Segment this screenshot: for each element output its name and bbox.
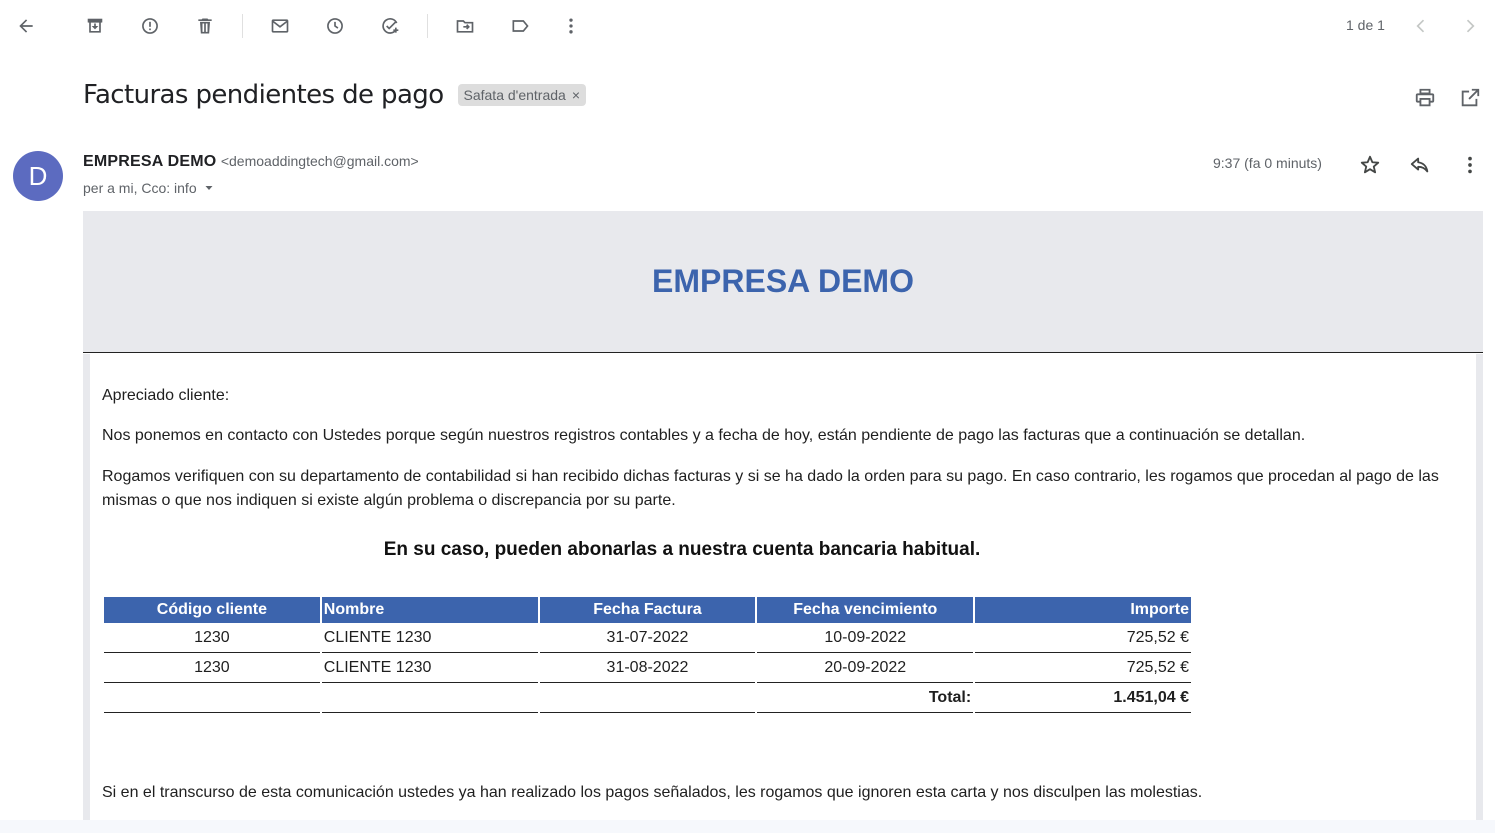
cell-due-date: 10-09-2022 [757,623,973,653]
label-icon [510,16,530,36]
star-button[interactable] [1354,149,1386,181]
subject-row [83,80,586,110]
greeting: Apreciado cliente: [102,387,230,404]
toolbar-divider [242,14,243,38]
mark-unread-button[interactable] [264,10,296,42]
remove-label-button[interactable]: × [571,87,580,103]
table-total-row [104,683,1191,713]
email-banner [83,211,1483,353]
label-text: Safata d'entrada [463,87,566,103]
mark-unread-icon [270,16,290,36]
cell-invoice-date: 31-08-2022 [540,653,756,683]
email-subject: Facturas pendientes de pago [83,80,444,110]
closing-paragraph: Si en el transcurso de esta comunicación ustedes ya han realizado los pagos señalados, les rogamos que ignoren esta carta y nos disculpen las molestias. [102,784,1203,801]
cell-client-code: 1230 [104,653,320,683]
empty-cell [322,683,538,713]
move-to-button[interactable] [449,10,481,42]
col-header: Importe [975,597,1191,623]
more-vert-icon [1459,154,1481,176]
add-task-button[interactable] [374,10,406,42]
message-time: 9:37 (fa 0 minuts) [1213,155,1322,171]
chevron-right-icon [1460,16,1480,36]
recipients-text: per a mi, Cco: info [83,180,197,196]
reply-icon [1409,154,1431,176]
empty-cell [104,683,320,713]
archive-button[interactable] [79,10,111,42]
empty-cell [540,683,756,713]
archive-icon [85,16,105,36]
more-vert-icon [561,16,581,36]
print-all-button[interactable] [1409,82,1441,114]
reply-button[interactable] [1404,149,1436,181]
cell-name: CLIENTE 1230 [322,653,538,683]
recipients-toggle[interactable] [83,180,215,196]
table-row [104,653,1191,683]
print-icon [1414,87,1436,109]
paragraph-2: Rogamos verifiquen con su departamento de contabilidad si han recibido dichas facturas y si se ha dado la orden para su pago. En caso contrario, les rogamos que procedan al pago de las mismas o que nos indiquen si existe algún problema o discrepancia por su parte. [102,468,1439,509]
open-in-new-icon [1459,87,1481,109]
brand-title: EMPRESA DEMO [652,263,914,299]
delete-icon [195,16,215,36]
cell-client-code: 1230 [104,623,320,653]
delete-button[interactable] [189,10,221,42]
body-border-right [1476,354,1483,833]
pager-count: 1 de 1 [1346,17,1385,33]
caret-down-icon [203,182,215,194]
arrow-left-icon [16,16,36,36]
total-label: Total: [757,683,973,713]
chevron-left-icon [1411,16,1431,36]
newer-button[interactable] [1405,10,1437,42]
move-to-icon [455,16,475,36]
col-header: Fecha vencimiento [757,597,973,623]
message-toolbar [0,0,1495,52]
sender-name[interactable]: EMPRESA DEMO [83,153,217,170]
cell-name: CLIENTE 1230 [322,623,538,653]
col-header: Código cliente [104,597,320,623]
col-header: Nombre [322,597,538,623]
sender-line [83,153,419,171]
cell-due-date: 20-09-2022 [757,653,973,683]
invoice-table [102,597,1193,713]
email-body [83,211,1483,833]
message-more-button[interactable] [1454,149,1486,181]
open-new-window-button[interactable] [1454,82,1486,114]
star-icon [1359,154,1381,176]
snooze-button[interactable] [319,10,351,42]
page-bottom-strip [0,820,1495,833]
sender-email: <demoaddingtech@gmail.com> [220,153,419,169]
paragraph-1: Nos ponemos en contacto con Ustedes porque según nuestros registros contables y a fecha de hoy, están pendiente de pago las facturas que a continuación se detallan. [102,427,1306,444]
body-border-left [83,354,90,833]
report-spam-button[interactable] [134,10,166,42]
toolbar-divider [427,14,428,38]
cell-invoice-date: 31-07-2022 [540,623,756,653]
table-row [104,623,1191,653]
col-header: Fecha Factura [540,597,756,623]
back-button[interactable] [10,10,42,42]
table-header-row [104,597,1191,623]
report-spam-icon [140,16,160,36]
payment-note: En su caso, pueden abonarlas a nuestra cuenta bancaria habitual. [383,539,981,560]
cell-amount: 725,52 € [975,623,1191,653]
avatar[interactable]: D [13,151,63,201]
snooze-icon [325,16,345,36]
inbox-label-chip[interactable] [458,84,587,106]
label-button[interactable] [504,10,536,42]
more-options-button[interactable] [555,10,587,42]
total-value: 1.451,04 € [975,683,1191,713]
older-button[interactable] [1454,10,1486,42]
cell-amount: 725,52 € [975,653,1191,683]
add-task-icon [380,16,400,36]
